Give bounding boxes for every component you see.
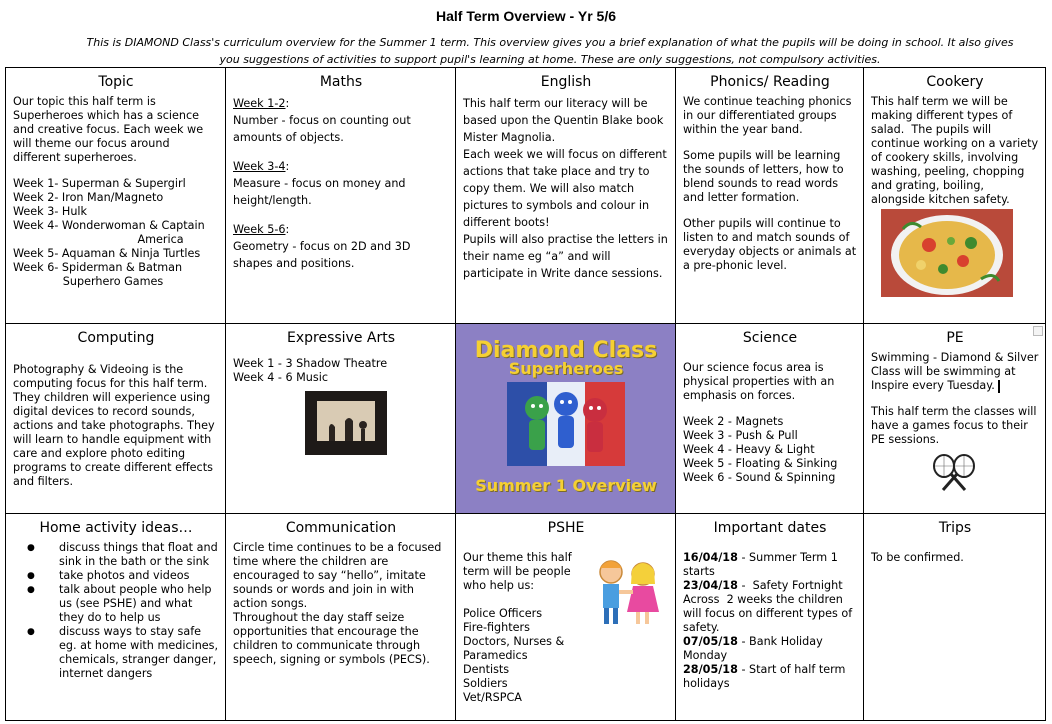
english-text: This half term our literacy will be based upon the Quentin Blake book Mister Magnolia. Each week we will focus on different actions that take place and try to copy them. We will also match pictures to symbols and colour in different boots! Pupils will also practise the letters in their name eg “a” and will participate in Write dance sessions. xyxy=(463,97,668,280)
pshe-cell xyxy=(456,514,676,721)
date-3-text: - Bank Holiday Monday xyxy=(683,635,827,662)
trips-cell xyxy=(864,514,1046,721)
topic-cell xyxy=(6,68,226,324)
topic-intro: Our topic this half term is Superheroes which has a science and creative focus. Each week we will theme our focus around different superheroes. xyxy=(13,95,207,164)
home-activity-cell xyxy=(6,514,226,721)
date-4-text: - Start of half term holidays xyxy=(683,663,849,690)
maths-week-1-text: Number - focus on counting out amounts of objects. xyxy=(233,114,415,144)
cookery-heading: Cookery xyxy=(926,74,984,90)
topic-heading: Topic xyxy=(98,74,134,90)
diamond-subtitle: Superheroes xyxy=(508,359,624,378)
communication-text: Circle time continues to be a focused time where the children are encouraged to say “hello”, imitate sounds or words and join in with action songs. Throughout the day staff seize opportunities that encourage the children to communicate through speech, signing or symbols (PECS). xyxy=(233,541,442,666)
trips-text: To be confirmed. xyxy=(871,551,964,564)
expressive-arts-heading: Expressive Arts xyxy=(286,330,396,346)
diamond-class-cell xyxy=(456,324,676,514)
date-3: 07/05/18 xyxy=(683,635,738,648)
cell-dropdown-handle[interactable] xyxy=(1033,326,1043,336)
pshe-intro: Our theme this half term will be people who help us: xyxy=(463,551,576,592)
list-item: ● discuss things that float and sink in the bath or the sink xyxy=(27,541,219,569)
communication-cell xyxy=(226,514,456,721)
maths-week-3-text: Measure - focus on money and height/length. xyxy=(233,177,410,207)
computing-text: Photography & Videoing is the computing focus for this half term. They children will experience using digital devices to record sounds, actions and take photographs. They will learn to handle equipment with care and explore photo editing programs to create different effects and filters. xyxy=(13,363,219,488)
expressive-arts-cell xyxy=(226,324,456,514)
cookery-cell xyxy=(864,68,1046,324)
important-dates-heading: Important dates xyxy=(713,520,827,536)
pe-p2: This half term the classes will have a games focus to their PE sessions. xyxy=(871,405,1041,446)
home-activity-heading: Home activity ideas… xyxy=(39,520,193,536)
salad-image xyxy=(881,209,1013,297)
phonics-p1: We continue teaching phonics in our differentiated groups within the year band. xyxy=(683,95,856,136)
list-item: ● discuss ways to stay safe eg. at home with medicines, chemicals, stranger danger, internet dangers xyxy=(27,625,219,681)
list-item: ● take photos and videos xyxy=(27,569,219,583)
intro-text xyxy=(60,34,1040,68)
maths-week-1-label: Week 1-2 xyxy=(233,97,286,110)
science-weeks: Week 2 - Magnets Week 3 - Push & Pull Week 4 - Heavy & Light Week 5 - Floating & Sinking Week 6 - Sound & Spinning xyxy=(683,415,838,484)
computing-heading: Computing xyxy=(77,330,155,346)
date-1: 16/04/18 xyxy=(683,551,738,564)
tennis-rackets-icon xyxy=(929,453,979,493)
intro-line-1: This is DIAMOND Class's curriculum overview for the Summer 1 term. This overview gives you a brief explanation of what the pupils will be doing in school. It also gives xyxy=(86,36,1014,49)
trips-heading: Trips xyxy=(938,520,972,536)
communication-heading: Communication xyxy=(285,520,397,536)
science-intro: Our science focus area is physical properties with an emphasis on forces. xyxy=(683,361,838,402)
home-activity-list xyxy=(27,541,219,681)
computing-cell xyxy=(6,324,226,514)
important-dates-cell xyxy=(676,514,864,721)
expressive-arts-text: Week 1 - 3 Shadow Theatre Week 4 - 6 Music xyxy=(233,357,388,384)
science-heading: Science xyxy=(742,330,798,346)
maths-week-5-text: Geometry - focus on 2D and 3D shapes and positions. xyxy=(233,240,415,270)
science-cell xyxy=(676,324,864,514)
overview-grid xyxy=(5,67,1046,721)
date-2: 23/04/18 xyxy=(683,579,738,592)
maths-cell: Maths Week 1-2: Number - focus on counting out amounts of objects. Week 3-4: Measure - focus on money and height/length. Week 5-6: Geometry - focus on 2D and 3D shapes and positions. xyxy=(226,68,456,324)
maths-heading: Maths xyxy=(319,74,363,90)
intro-line-2: you suggestions of activities to support pupil's learning at home. These are only suggestions, not compulsory activities. xyxy=(219,53,881,66)
pe-heading: PE xyxy=(946,330,964,346)
topic-weeks: Week 1- Superman & Supergirl Week 2- Iron Man/Magneto Week 3- Hulk Week 4- Wonderwoman & Captain America Week 5- Aquaman & Ninja Turtles Week 6- Spiderman & Batman Superhero Games xyxy=(13,177,205,288)
english-heading: English xyxy=(540,74,592,90)
list-item: ● talk about people who help us (see PSHE) and what they do to help us xyxy=(27,583,219,625)
pshe-heading: PSHE xyxy=(547,520,585,536)
maths-week-5-label: Week 5-6 xyxy=(233,223,286,236)
superheroes-image xyxy=(507,382,625,466)
cookery-text: This half term we will be making different types of salad. The pupils will continue working on a variety of cookery skills, involving washing, peeling, chopping and grating, boiling, alongside kitchen safety. xyxy=(871,95,1042,206)
shadow-theatre-image xyxy=(305,391,387,455)
pshe-list: Police Officers Fire-fighters Doctors, Nurses & Paramedics Dentists Soldiers Vet/RSPCA xyxy=(463,607,565,704)
diamond-title: Diamond Class xyxy=(474,338,658,363)
page-title: Half Term Overview - Yr 5/6 xyxy=(435,8,616,24)
phonics-cell xyxy=(676,68,864,324)
english-cell xyxy=(456,68,676,324)
children-holding-hands-image xyxy=(589,554,665,632)
date-1-text: - Summer Term 1 starts xyxy=(683,551,842,578)
pe-p1: Swimming - Diamond & Silver Class will be swimming at Inspire every Tuesday. xyxy=(871,351,1042,392)
diamond-footer: Summer 1 Overview xyxy=(475,476,657,495)
phonics-heading: Phonics/ Reading xyxy=(710,74,830,90)
text-cursor xyxy=(998,380,1000,393)
date-2-text: - Safety Fortnight Across 2 weeks the children will focus on different types of safety. xyxy=(683,579,856,634)
pe-cell xyxy=(864,324,1046,514)
phonics-p2: Some pupils will be learning the sounds of letters, how to blend sounds to read words and letter formation. xyxy=(683,149,848,204)
maths-week-3-label: Week 3-4 xyxy=(233,160,286,173)
phonics-p3: Other pupils will continue to listen to and match sounds of everyday objects or animals at a pre-phonic level. xyxy=(683,217,860,272)
date-4: 28/05/18 xyxy=(683,663,738,676)
